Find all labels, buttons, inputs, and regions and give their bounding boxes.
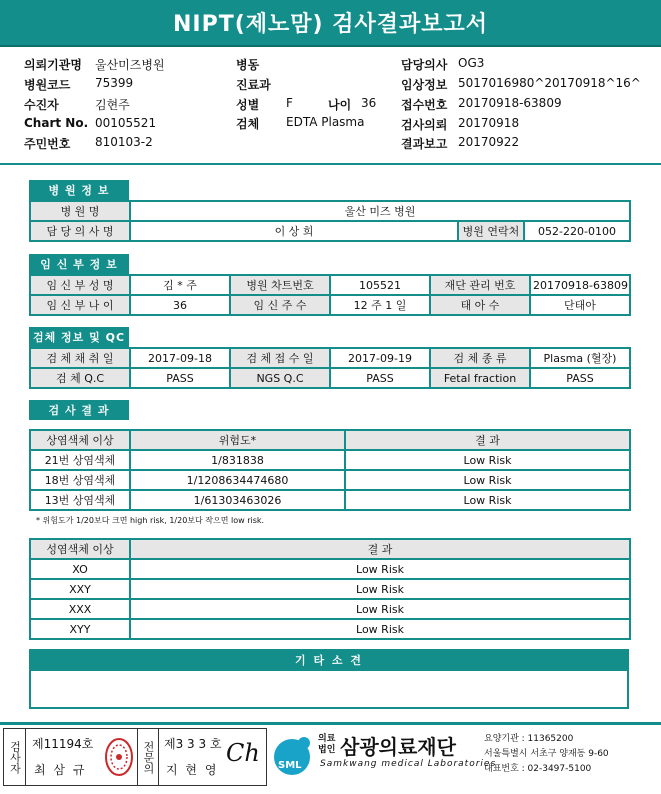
table-row: [30, 490, 630, 510]
section-hospital-info: 병 원 정 보: [29, 180, 129, 200]
chart-label: Chart No.: [24, 116, 89, 130]
sex-value: F: [286, 96, 293, 110]
inspector-label: 검사자: [8, 740, 22, 774]
request-label: 검사의뢰: [401, 118, 448, 132]
gest-weeks-label: 임 신 주 수: [230, 295, 330, 315]
mother-name-value: 김 * 주: [130, 275, 230, 295]
resident-value: 810103-2: [95, 135, 153, 149]
report-date-label: 결과보고: [401, 137, 448, 151]
section-specimen-info: 검체 정보 및 QC: [29, 327, 129, 347]
hospital-name-label: 병 원 명: [30, 201, 130, 221]
clinical-label: 임상정보: [401, 78, 448, 92]
doctor-name-value: 이 상 희: [130, 221, 458, 241]
risk-value: 1/1208634474680: [130, 470, 345, 490]
age-value: 36: [361, 96, 377, 110]
doctor-label: 담당의사: [401, 58, 448, 72]
table-row: [30, 450, 630, 470]
chromosome-name: 18번 상염색체: [30, 470, 130, 490]
result-value: Low Risk: [345, 450, 630, 470]
risk-value: 1/61303463026: [130, 490, 345, 510]
sml-logo-text: SML: [278, 760, 302, 771]
sex-chrom-col-header: 성염색체 이상: [30, 539, 130, 559]
specimen-qc-value: PASS: [130, 368, 230, 388]
receiver-value: 김현주: [95, 98, 130, 112]
corp-phone: 대표번호 : 02-3497-5100: [484, 764, 592, 774]
receive-date-value: 2017-09-19: [330, 348, 430, 368]
org-code: 요양기관 : 11365200: [484, 734, 574, 744]
risk-col-header: 위험도*: [130, 430, 345, 450]
dept-label: 진료과: [236, 78, 271, 92]
sex-label: 성별: [236, 98, 260, 112]
mgmt-no-label: 재단 관리 번호: [430, 275, 530, 295]
mother-name-label: 임 신 부 성 명: [30, 275, 130, 295]
specimen-type-value: Plasma (혈장): [530, 348, 630, 368]
karyotype-name: XXY: [30, 579, 130, 599]
result-value: Low Risk: [130, 579, 630, 599]
corp-address: 서울특별시 서초구 양재동 9-60: [484, 749, 609, 759]
autosome-results-table: [29, 429, 631, 511]
doctor-value: OG3: [458, 56, 485, 70]
table-row: [30, 619, 630, 639]
ngs-qc-label: NGS Q.C: [230, 368, 330, 388]
result-col-header: 결 과: [345, 430, 630, 450]
table-row: [30, 579, 630, 599]
mgmt-no-value: 20170918-63809: [530, 275, 630, 295]
specialist-license: 제3 3 3 호: [164, 737, 222, 751]
receiver-label: 수진자: [24, 98, 59, 112]
chart-no-value: 105521: [330, 275, 430, 295]
inspector-name: 최 삼 규: [34, 763, 87, 777]
risk-value: 1/831838: [130, 450, 345, 470]
hospital-label: 의뢰기관명: [24, 58, 82, 72]
age-label: 나이: [328, 98, 352, 112]
specimen-label: 검체: [236, 117, 260, 131]
karyotype-name: XO: [30, 559, 130, 579]
chromosome-name: 13번 상염색체: [30, 490, 130, 510]
result-value: Low Risk: [130, 559, 630, 579]
corp-english-name: Samkwang medical Laboratories: [320, 759, 497, 769]
karyotype-name: XXX: [30, 599, 130, 619]
contact-label: 병원 연락처: [458, 221, 524, 241]
section-pregnant-info: 임 신 부 정 보: [29, 254, 129, 274]
mother-age-label: 임 신 부 나 이: [30, 295, 130, 315]
sex-result-col-header: 결 과: [130, 539, 630, 559]
specialist-label: 전문의: [142, 740, 155, 774]
section-other-findings: 기 타 소 견: [29, 649, 629, 671]
gest-weeks-value: 12 주 1 일: [330, 295, 430, 315]
clinical-value: 5017016980^20170918^16^: [458, 76, 641, 90]
corp-type: 의료 법인: [318, 734, 336, 755]
sex-chromosome-table: [29, 538, 631, 640]
code-label: 병원코드: [24, 78, 71, 92]
seal-icon: [104, 737, 134, 777]
code-value: 75399: [95, 76, 134, 90]
footer-divider: [0, 722, 661, 725]
other-findings-body: [29, 671, 629, 709]
chart-no-label: 병원 차트번호: [230, 275, 330, 295]
section-results: 검 사 결 과: [29, 400, 129, 420]
result-value: Low Risk: [130, 619, 630, 639]
result-value: Low Risk: [130, 599, 630, 619]
risk-footnote: * 위험도가 1/20보다 크면 high risk, 1/20보다 작으면 low risk.: [36, 516, 265, 525]
fetal-fraction-label: Fetal fraction: [430, 368, 530, 388]
reception-label: 접수번호: [401, 98, 448, 112]
hospital-value: 울산미즈병원: [95, 58, 165, 72]
fetus-count-label: 태 아 수: [430, 295, 530, 315]
ward-label: 병동: [236, 58, 260, 72]
report-title: NIPT(제노맘) 검사결과보고서: [0, 0, 661, 47]
karyotype-name: XYY: [30, 619, 130, 639]
fetus-count-value: 단태아: [530, 295, 630, 315]
resident-label: 주민번호: [24, 137, 71, 151]
collect-date-value: 2017-09-18: [130, 348, 230, 368]
ngs-qc-value: PASS: [330, 368, 430, 388]
request-value: 20170918: [458, 116, 520, 130]
chart-value: 00105521: [95, 116, 157, 130]
fetal-fraction-value: PASS: [530, 368, 630, 388]
receive-date-label: 검 체 접 수 일: [230, 348, 330, 368]
signature-box: [3, 728, 267, 786]
mother-age-value: 36: [130, 295, 230, 315]
header-divider: [0, 163, 661, 165]
report-date-value: 20170922: [458, 135, 520, 149]
patient-header: [0, 53, 661, 163]
hospital-name-value: 울산 미즈 병원: [130, 201, 630, 221]
doctor-name-label: 담 당 의 사 명: [30, 221, 130, 241]
inspector-license: 제11194호: [32, 737, 94, 751]
chromosome-name: 21번 상염색체: [30, 450, 130, 470]
specimen-info-table: [29, 347, 631, 389]
specimen-qc-label: 검 체 Q.C: [30, 368, 130, 388]
result-value: Low Risk: [345, 490, 630, 510]
table-row: [30, 559, 630, 579]
specimen-type-label: 검 체 종 류: [430, 348, 530, 368]
signature-mark: Ch: [226, 739, 260, 767]
result-value: Low Risk: [345, 470, 630, 490]
reception-value: 20170918-63809: [458, 96, 562, 110]
table-row: [30, 470, 630, 490]
autosome-col-header: 상염색체 이상: [30, 430, 130, 450]
hospital-info-table: [29, 200, 631, 242]
pregnant-info-table: [29, 274, 631, 316]
specialist-name: 지 현 영: [166, 763, 219, 777]
table-row: [30, 599, 630, 619]
specimen-value: EDTA Plasma: [286, 115, 365, 129]
contact-value: 052-220-0100: [524, 221, 630, 241]
corp-name: 삼광의료재단: [340, 735, 456, 759]
collect-date-label: 검 체 채 취 일: [30, 348, 130, 368]
